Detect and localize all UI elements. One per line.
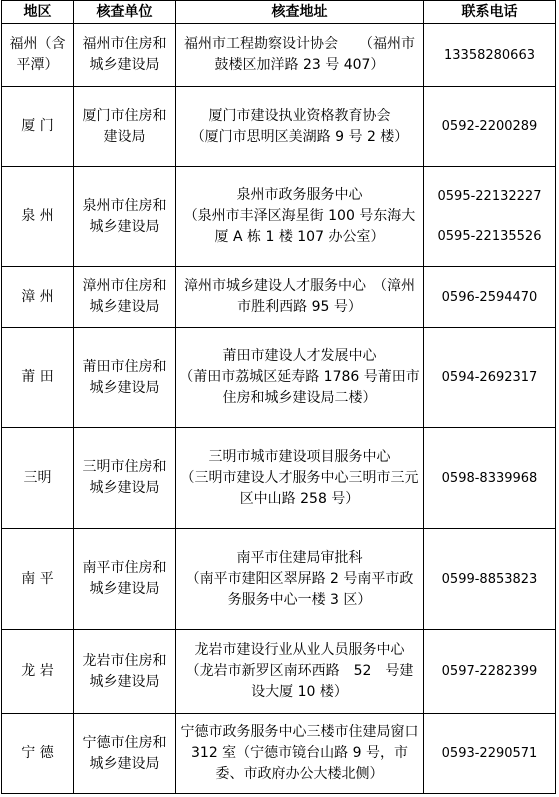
table-row	[2, 24, 556, 87]
phone-number: 0593-2290571	[441, 746, 538, 761]
address-line: （莆田市荔城区延寿路 1786 号莆田市住房和城乡建设局二楼）	[179, 369, 420, 406]
address-line: （泉州市丰泽区海星街 100 号东海大厦 A 栋 1 楼 107 办公室）	[183, 208, 416, 245]
header-region: 地区	[2, 1, 74, 24]
address-cell	[176, 428, 424, 529]
region-cell: 南 平	[2, 529, 74, 630]
table-row	[2, 87, 556, 167]
phone-number: 0597-2282399	[441, 664, 538, 679]
table-row	[2, 167, 556, 267]
address-cell	[176, 24, 424, 87]
header-address: 核查地址	[176, 1, 424, 24]
phone-number: 0596-2594470	[441, 289, 538, 305]
address-line: （三明市建设人才服务中心三明市三元区中山路 258 号）	[180, 469, 419, 507]
address-line: 漳州市城乡建设人才服务中心 （漳州市胜利西路 95 号）	[184, 278, 415, 315]
address-line: 泉州市政务服务中心	[236, 187, 363, 203]
header-row	[2, 1, 556, 24]
region-cell: 泉 州	[2, 167, 74, 267]
table-row	[2, 267, 556, 328]
phone-number: 0595-22132227	[437, 189, 542, 204]
address-line: （龙岩市新罗区南环西路 52 号建设大厦 10 楼）	[185, 663, 414, 700]
address-cell	[176, 267, 424, 328]
phone-cell	[424, 428, 556, 529]
table-row	[2, 714, 556, 794]
phone-number: 13358280663	[444, 47, 535, 63]
address-line: 莆田市建设人才发展中心	[222, 348, 377, 364]
phone-number: 0592-2200289	[441, 119, 538, 134]
address-cell	[176, 328, 424, 428]
unit-cell: 漳州市住房和城乡建设局	[74, 267, 176, 328]
table-row	[2, 428, 556, 529]
address-line: （南平市建阳区翠屏路 2 号南平市政务服务中心一楼 3 区）	[185, 570, 414, 608]
address-line: 福州市工程勘察设计协会 （福州市鼓楼区加洋路 23 号 407）	[184, 36, 415, 73]
table-row	[2, 529, 556, 630]
header-phone: 联系电话	[424, 1, 556, 24]
inspection-contact-table	[1, 0, 556, 794]
address-line: 龙岩市建设行业从业人员服务中心	[194, 642, 405, 658]
address-cell	[176, 714, 424, 794]
unit-cell: 龙岩市住房和城乡建设局	[74, 630, 176, 714]
address-line: （厦门市思明区美湖路 9 号 2 楼）	[190, 128, 409, 145]
phone-number: 0599-8853823	[441, 571, 538, 587]
region-cell: 厦 门	[2, 87, 74, 167]
phone-number: 0598-8339968	[441, 470, 538, 486]
address-cell	[176, 87, 424, 167]
unit-cell: 南平市住房和城乡建设局	[74, 529, 176, 630]
address-line: 宁德市政务服务中心三楼市住建局窗口 312 室（宁德市镜台山路 9 号，市委、市政府办公大楼北侧）	[180, 724, 419, 782]
region-cell: 三明	[2, 428, 74, 529]
table-row	[2, 328, 556, 428]
phone-number: 0594-2692317	[441, 370, 538, 385]
phone-cell	[424, 328, 556, 428]
region-cell: 福州（含平潭）	[2, 24, 74, 87]
header-unit: 核查单位	[74, 1, 176, 24]
phone-cell	[424, 167, 556, 267]
unit-cell: 宁德市住房和城乡建设局	[74, 714, 176, 794]
phone-cell	[424, 714, 556, 794]
phone-number: 0595-22135526	[437, 229, 542, 244]
region-cell: 莆 田	[2, 328, 74, 428]
region-cell: 漳 州	[2, 267, 74, 328]
address-cell	[176, 630, 424, 714]
table-row	[2, 630, 556, 714]
address-line: 厦门市建设执业资格教育协会	[208, 107, 391, 124]
phone-cell	[424, 24, 556, 87]
address-cell	[176, 529, 424, 630]
unit-cell: 三明市住房和城乡建设局	[74, 428, 176, 529]
unit-cell: 莆田市住房和城乡建设局	[74, 328, 176, 428]
phone-cell	[424, 267, 556, 328]
region-cell: 宁 德	[2, 714, 74, 794]
phone-cell	[424, 87, 556, 167]
phone-cell	[424, 630, 556, 714]
unit-cell: 福州市住房和城乡建设局	[74, 24, 176, 87]
phone-cell	[424, 529, 556, 630]
address-line: 南平市住建局审批科	[236, 549, 363, 566]
address-line: 三明市城市建设项目服务中心	[208, 448, 391, 465]
region-cell: 龙 岩	[2, 630, 74, 714]
address-cell	[176, 167, 424, 267]
unit-cell: 厦门市住房和建设局	[74, 87, 176, 167]
unit-cell: 泉州市住房和城乡建设局	[74, 167, 176, 267]
